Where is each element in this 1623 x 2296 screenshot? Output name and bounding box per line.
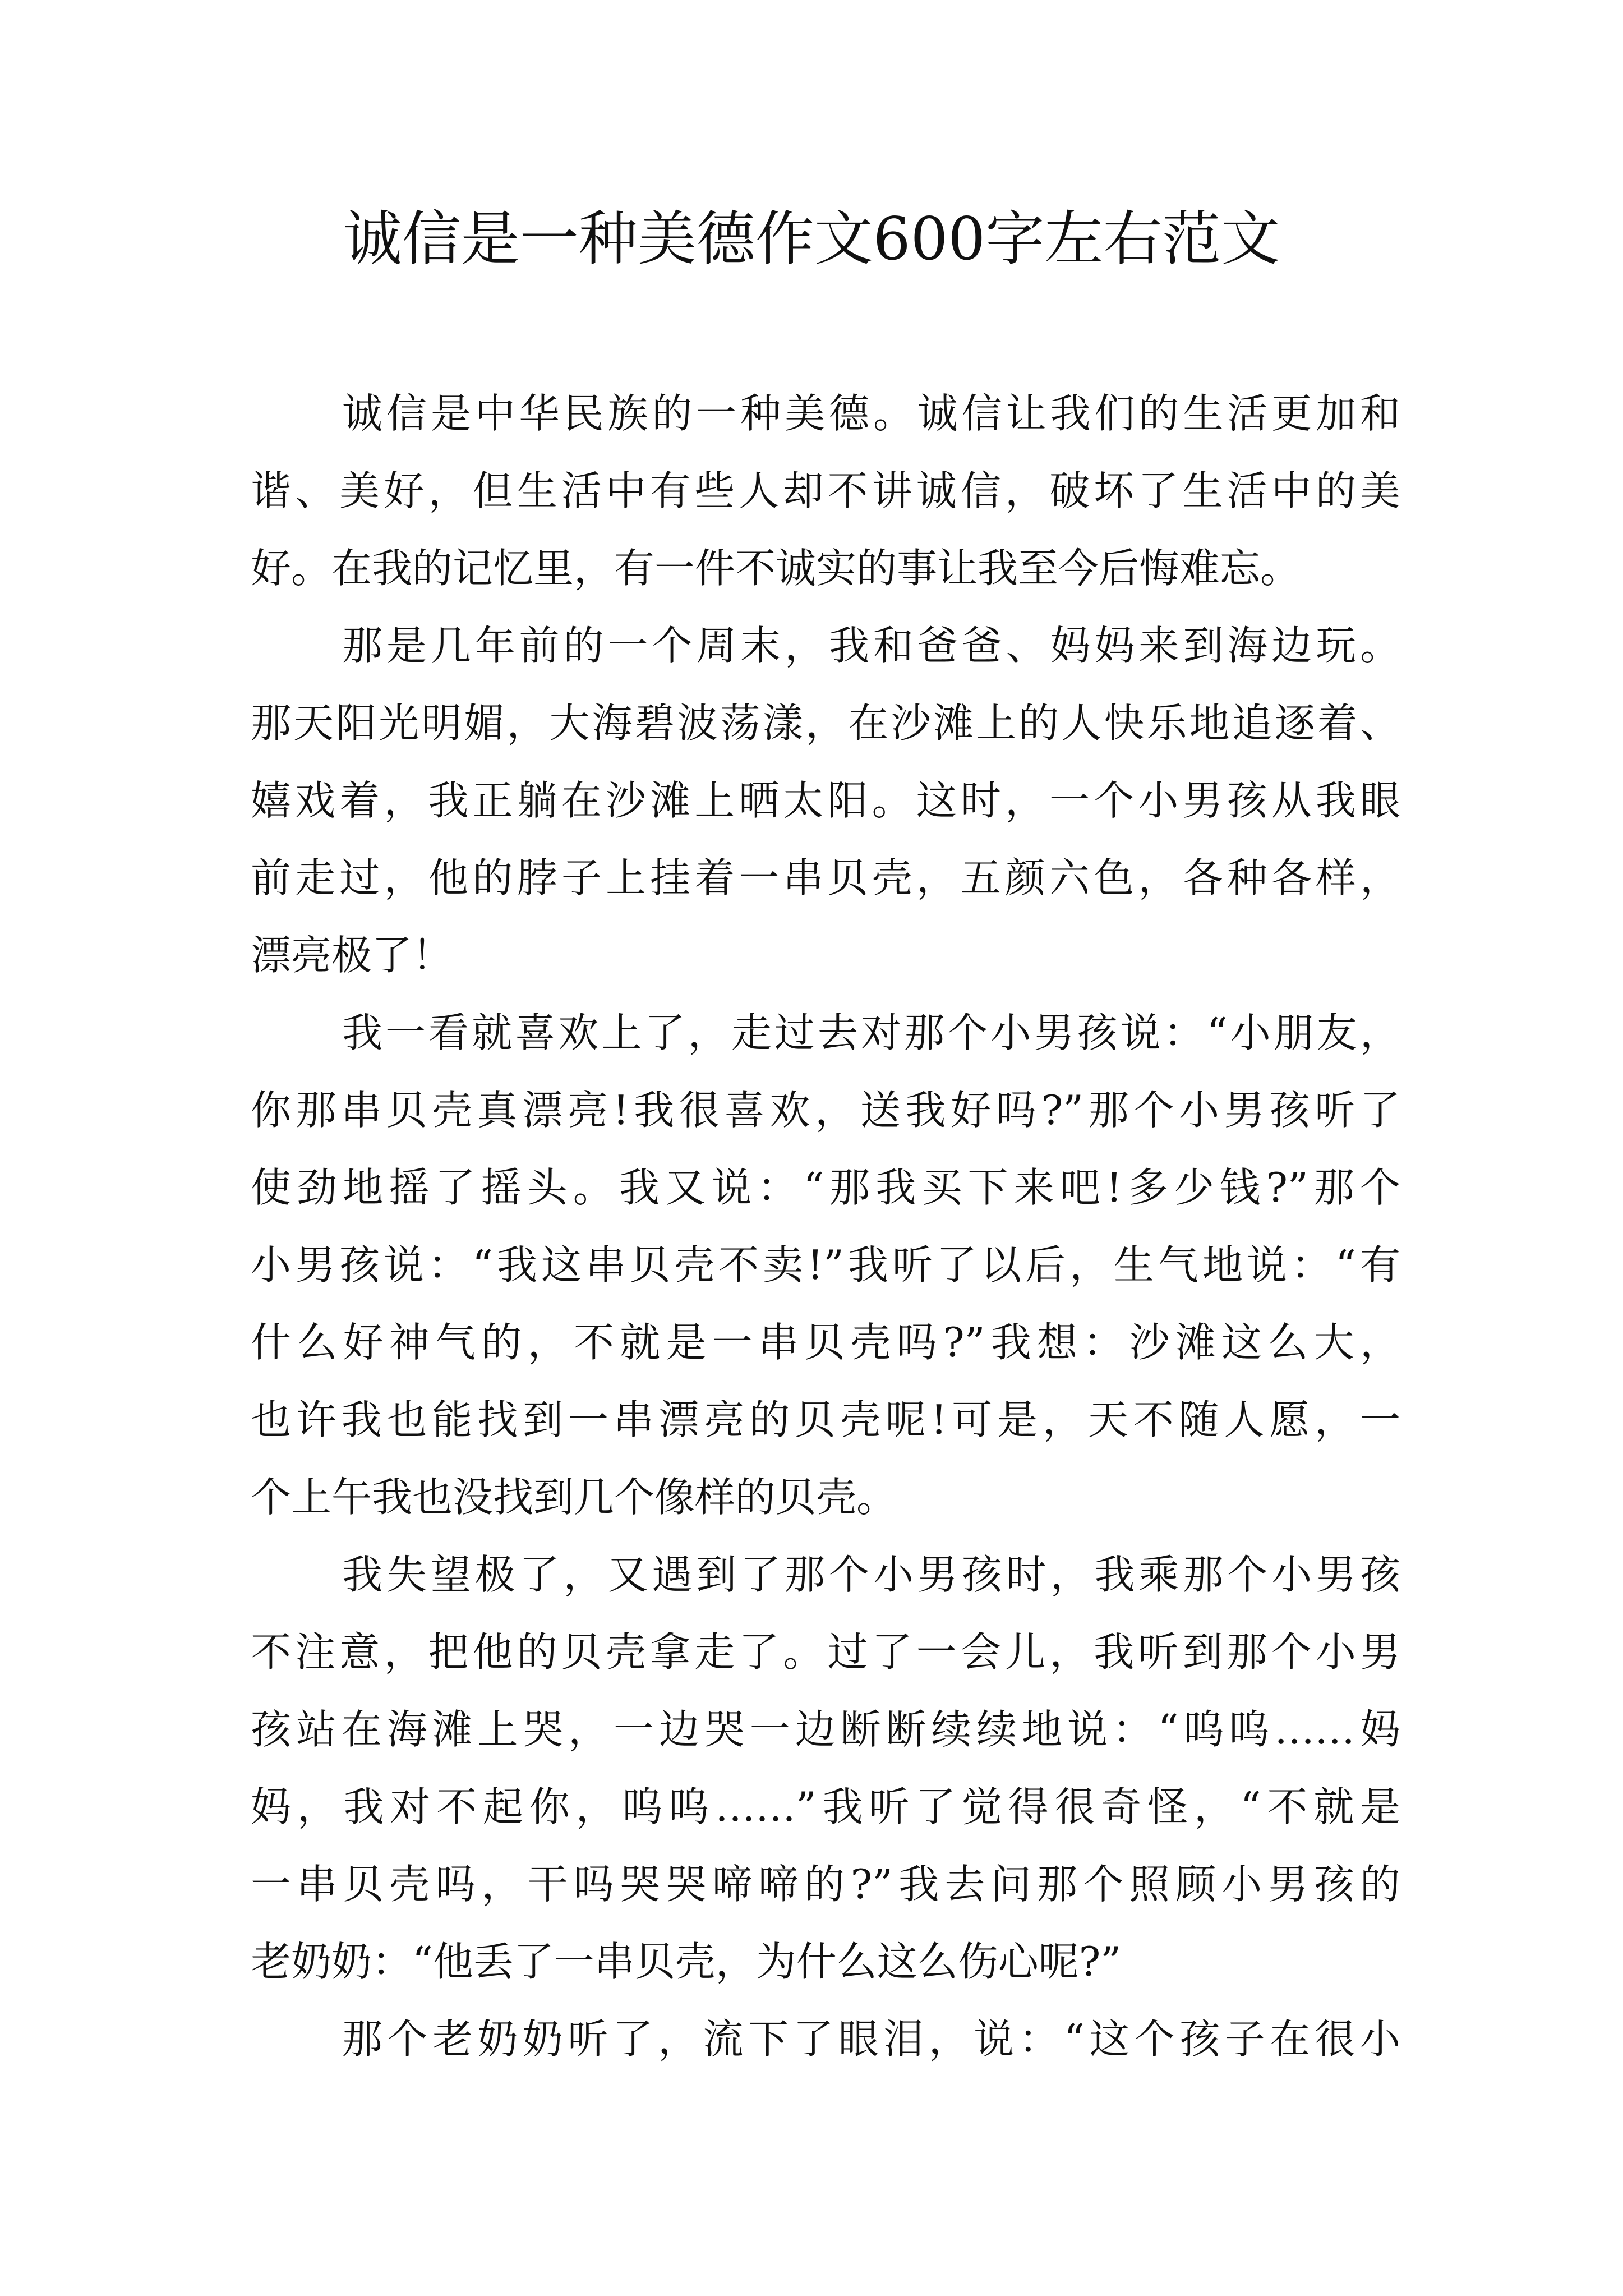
text-line: 孩站在海滩上哭，一边哭一边断断续续地说：“呜呜……妈 [251, 1706, 1400, 1753]
paragraph-5 [251, 2000, 1400, 2078]
paragraph-3 [251, 994, 1400, 1536]
text-line: 前走过，他的脖子上挂着一串贝壳，五颜六色，各种各样， [251, 854, 1400, 901]
text-line: 一串贝壳吗，干吗哭哭啼啼的?”我去问那个照顾小男孩的 [251, 1861, 1400, 1908]
text-line: 老奶奶：“他丢了一串贝壳，为什么这么伤心呢?” [251, 1938, 1122, 1985]
document-title: 诚信是一种美德作文600字左右范文 [343, 205, 1280, 273]
text-line: 漂亮极了！ [251, 932, 453, 979]
text-line: 那个老奶奶听了，流下了眼泪，说：“这个孩子在很小 [342, 2016, 1400, 2063]
text-line: 不注意，把他的贝壳拿走了。过了一会儿，我听到那个小男 [251, 1628, 1400, 1676]
text-line: 好。在我的记忆里，有一件不诚实的事让我至今后悔难忘。 [251, 545, 1301, 592]
text-line: 使劲地摇了摇头。我又说：“那我买下来吧!多少钱?”那个 [251, 1164, 1400, 1211]
text-line: 那是几年前的一个周末，我和爸爸、妈妈来到海边玩。 [342, 622, 1400, 669]
paragraph-1 [251, 375, 1400, 607]
text-line: 你那串贝壳真漂亮!我很喜欢，送我好吗?”那个小男孩听了 [251, 1087, 1400, 1134]
text-line: 小男孩说：“我这串贝壳不卖!”我听了以后，生气地说：“有 [251, 1241, 1400, 1289]
text-line: 什么好神气的，不就是一串贝壳吗?”我想：沙滩这么大， [251, 1319, 1400, 1366]
text-line: 个上午我也没找到几个像样的贝壳。 [251, 1474, 897, 1521]
text-line: 诚信是中华民族的一种美德。诚信让我们的生活更加和 [342, 390, 1400, 437]
text-line: 妈，我对不起你，呜呜……”我听了觉得很奇怪，“不就是 [251, 1783, 1400, 1830]
paragraph-2 [251, 607, 1400, 994]
text-line: 我一看就喜欢上了，走过去对那个小男孩说：“小朋友， [342, 1009, 1400, 1056]
document-body [251, 375, 1400, 2078]
text-line: 那天阳光明媚，大海碧波荡漾，在沙滩上的人快乐地追逐着、 [251, 700, 1400, 747]
text-line: 嬉戏着，我正躺在沙滩上晒太阳。这时，一个小男孩从我眼 [251, 777, 1400, 824]
text-line: 也许我也能找到一串漂亮的贝壳呢!可是，天不随人愿，一 [251, 1396, 1400, 1443]
text-line: 谐、美好，但生活中有些人却不讲诚信，破坏了生活中的美 [251, 467, 1400, 514]
text-line: 我失望极了，又遇到了那个小男孩时，我乘那个小男孩 [342, 1551, 1400, 1598]
paragraph-4 [251, 1536, 1400, 2000]
